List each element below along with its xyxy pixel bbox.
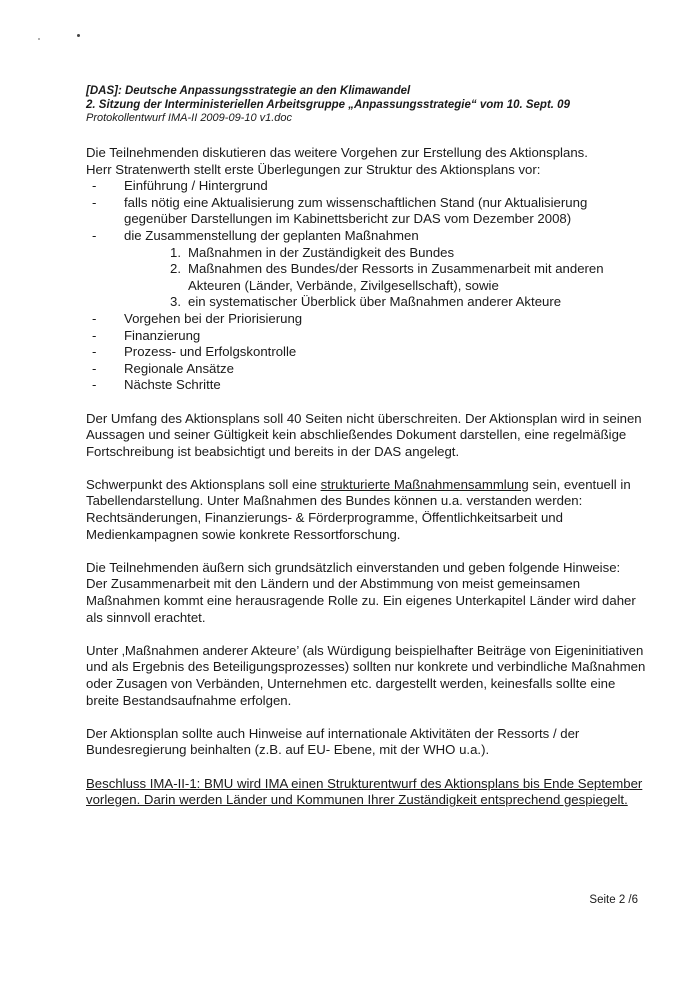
list-item: - falls nötig eine Aktualisierung zum wissenschaftlichen Stand (nur Aktualisierung gegenüber Darstellungen im Kabinettsbericht zur DAS vom Dezember 2008) bbox=[86, 195, 646, 228]
list-item: - Regionale Ansätze bbox=[86, 361, 646, 378]
measure-item bbox=[124, 245, 646, 262]
paragraph-international: Der Aktionsplan sollte auch Hinweise auf internationale Aktivitäten der Ressorts / der Bundesregierung beinhalten (z.B. auf EU- Ebene, mit der WHO u.a.). bbox=[86, 725, 580, 758]
document-header bbox=[86, 85, 646, 126]
list-item: - Nächste Schritte bbox=[86, 377, 646, 394]
page-number: Seite 2 /6 bbox=[589, 894, 638, 906]
list-item: - Vorgehen bei der Priorisierung bbox=[86, 311, 646, 328]
paragraph-focus bbox=[86, 477, 646, 543]
header-filename: Protokollentwurf IMA-II 2009-09-10 v1.doc bbox=[86, 112, 293, 124]
focus-text-underlined: strukturierte Maßnahmensammlung bbox=[320, 476, 529, 492]
header-title: [DAS]: Deutsche Anpassungsstrategie an den Klimawandel bbox=[86, 85, 411, 97]
list-item: - Finanzierung bbox=[86, 328, 646, 345]
measure-text: Maßnahmen in der Zuständigkeit des Bundes bbox=[188, 244, 455, 260]
intro-line-2: Herr Stratenwerth stellt erste Überlegungen zur Struktur des Aktionsplans vor: bbox=[86, 161, 541, 177]
scan-speck bbox=[77, 34, 80, 37]
paragraph-scope: Der Umfang des Aktionsplans soll 40 Seiten nicht überschreiten. Der Aktionsplan wird in seinen Aussagen und seiner Gültigkeit kein abschließendes Dokument darstellen, eine regelmäßige Fortschreibung ist beabsichtigt und bereits in der DAS angelegt. bbox=[86, 410, 642, 459]
list-item-label: die Zusammenstellung der geplanten Maßnahmen bbox=[124, 227, 419, 243]
list-item: - Prozess- und Erfolgskontrolle bbox=[86, 344, 646, 361]
decision-statement: Beschluss IMA-II-1: BMU wird IMA einen Strukturentwurf des Aktionsplans bis Ende September vorlegen. Darin werden Länder und Kommunen Ihrer Zuständigkeit entsprechend gespiegelt. bbox=[86, 775, 643, 808]
measure-number: 1. bbox=[170, 244, 181, 260]
focus-text-after: sein, eventuell in Tabellendarstellung. Unter Maßnahmen des Bundes können u.a. verstanden werden: Rechtsänderungen, Finanzierungs- & Förderprogramme, Öffentlichkeitsarbeit und Medienkampagnen sowie konkrete Ressortforschung. bbox=[86, 476, 631, 542]
paragraph-other-actors: Unter ‚Maßnahmen anderer Akteure’ (als Würdigung beispielhafter Beiträge von Eigeninitiativen und als Ergebnis des Beteiligungsprozesses) sollten nur konkrete und verbindliche Maßnahmen oder Zusagen von Verbänden, Unternehmen etc. dargestellt werden, keinesfalls sollte eine breite Bestandsaufnahme erfolgen. bbox=[86, 642, 646, 708]
measures-list bbox=[124, 245, 646, 311]
intro-line-1: Die Teilnehmenden diskutieren das weitere Vorgehen zur Erstellung des Aktionsplans. bbox=[86, 145, 588, 160]
structure-list bbox=[86, 178, 646, 394]
measure-text: ein systematischer Überblick über Maßnahmen anderer Akteure bbox=[188, 294, 562, 310]
focus-text-before: Schwerpunkt des Aktionsplans soll eine bbox=[86, 476, 321, 492]
measure-item bbox=[124, 294, 646, 311]
measure-number: 2. bbox=[170, 261, 181, 277]
paragraph-laender: Der Zusammenarbeit mit den Ländern und der Abstimmung von meist gemeinsamen Maßnahmen kommt eine herausragende Rolle zu. Ein eigenes Unterkapitel Länder wird daher als sinnvoll erachtet. bbox=[86, 576, 636, 625]
measure-text: Maßnahmen des Bundes/der Ressorts in Zusammenarbeit mit anderen Akteuren (Länder, Verbände, Zivilgesellschaft), sowie bbox=[188, 261, 604, 293]
paragraph-feedback: Die Teilnehmenden äußern sich grundsätzlich einverstanden und geben folgende Hinweise: bbox=[86, 559, 621, 575]
measure-item bbox=[124, 261, 646, 294]
list-item: - Einführung / Hintergrund bbox=[86, 178, 646, 195]
document-body bbox=[86, 145, 646, 809]
measure-number: 3. bbox=[170, 294, 181, 310]
list-item bbox=[86, 228, 646, 311]
header-meeting: 2. Sitzung der Interministeriellen Arbeitsgruppe „Anpassungsstrategie“ vom 10. Sept. 09 bbox=[86, 98, 570, 111]
scan-speck bbox=[38, 38, 40, 40]
